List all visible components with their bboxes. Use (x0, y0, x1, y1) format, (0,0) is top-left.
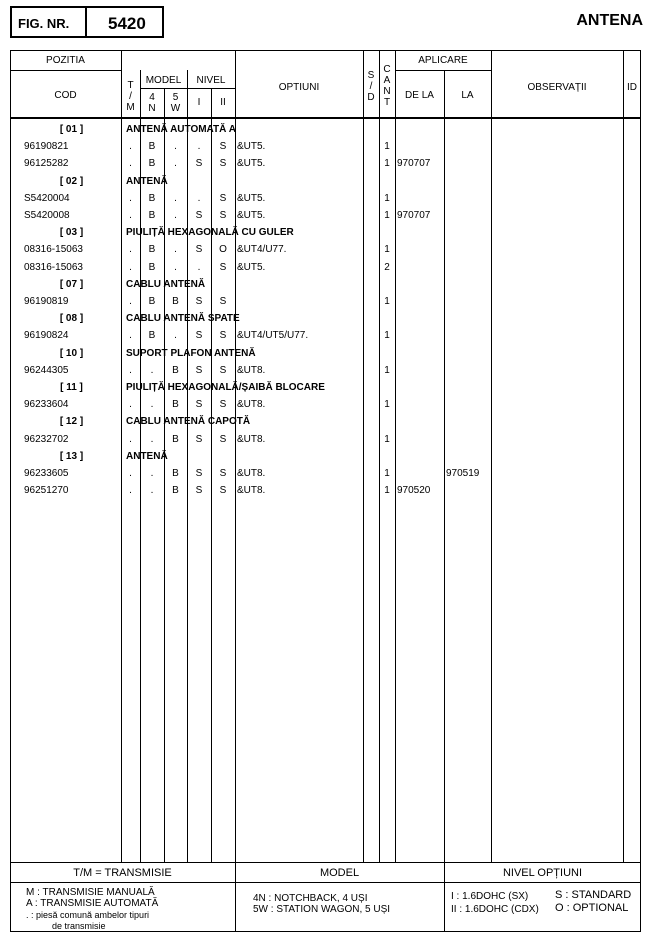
group-position: [ 12 ] (59, 416, 84, 428)
cell-model-4n: . (150, 399, 154, 411)
group-position: [ 03 ] (59, 227, 84, 239)
group-description: CABLU ANTENĂ CAPOTĂ (126, 416, 251, 428)
cell-model-4n: B (148, 261, 156, 273)
cell-nivel-ii: S (219, 210, 227, 221)
group-position: [ 07 ] (59, 278, 84, 290)
cell-model-4n: B (148, 192, 156, 204)
hdr-model: MODEL (145, 75, 182, 86)
cell-optiuni: &UT8. (237, 433, 266, 445)
cell-de-la: 970707 (397, 158, 431, 170)
cell-model-5w: . (174, 330, 177, 342)
cell-nivel-i: S (195, 330, 203, 342)
cell-tm: . (129, 261, 132, 273)
group-description: PIULIȚĂ HEXAGONALĂ CU GULER (126, 227, 294, 239)
group-description: SUPORT PLAFON ANTENĂ (126, 347, 256, 359)
cell-cant: 1 (384, 468, 390, 479)
cell-nivel-ii: S (219, 141, 227, 153)
hdr-line (10, 70, 121, 71)
fig-number: 5420 (108, 14, 146, 33)
cell-tm: . (129, 192, 132, 204)
cell-cod: 96244305 (24, 364, 69, 376)
cell-model-4n: B (148, 210, 156, 221)
col-divider (491, 50, 492, 862)
legend-tm-dot: . : piesă comună ambelor tipuri (26, 910, 150, 920)
cell-cod: 96190819 (24, 296, 69, 307)
cell-model-4n: . (150, 485, 154, 497)
legend-tm-dot-cont: de transmisie (52, 921, 106, 931)
cell-cant: 2 (384, 261, 390, 273)
hdr-optiuni: OPTIUNI (278, 82, 320, 93)
legend-tm-m: M : TRANSMISIE MANUALĂ (26, 887, 155, 898)
group-description: CABLU ANTENĂ SPATE (126, 313, 240, 325)
group-description: CABLU ANTENĂ (126, 278, 206, 290)
cell-nivel-i: S (195, 158, 203, 170)
footer-top-rule (10, 862, 641, 863)
hdr-line (140, 88, 235, 89)
cell-model-5w: B (172, 364, 179, 376)
cell-model-4n: . (150, 468, 154, 479)
cell-tm: . (129, 468, 132, 479)
cell-model-5w: B (172, 433, 179, 445)
cell-nivel-i: S (195, 433, 203, 445)
cell-nivel-i: S (195, 364, 203, 376)
cell-tm: . (129, 141, 132, 153)
cell-cant: 1 (384, 485, 390, 497)
cell-cod: 96232702 (24, 433, 69, 445)
cell-tm: . (129, 244, 132, 256)
cell-model-5w: . (174, 192, 177, 204)
footer-nivel-title: NIVEL OPȚIUNI (502, 867, 583, 879)
cell-nivel-ii: S (219, 158, 227, 170)
cell-model-5w: . (174, 158, 177, 170)
group-position: [ 13 ] (59, 450, 84, 462)
cell-cod: 96233605 (24, 468, 69, 479)
cell-model-4n: B (148, 330, 156, 342)
hdr-line (395, 70, 491, 71)
cell-cant: 1 (384, 296, 390, 307)
cell-cod: 96190821 (24, 141, 69, 153)
cell-optiuni: &UT8. (237, 485, 266, 497)
hdr-sd: S / D (367, 70, 375, 103)
cell-nivel-i: S (195, 244, 203, 256)
cell-nivel-ii: S (219, 433, 227, 445)
cell-model-5w: . (174, 141, 177, 153)
cell-cod: 96233604 (24, 399, 69, 411)
col-divider (187, 70, 188, 862)
cell-nivel-i: . (197, 261, 201, 273)
cell-optiuni: &UT5. (237, 192, 266, 204)
footer-tm-title: T/M = TRANSMISIE (73, 867, 172, 879)
hdr-observatii: OBSERVAȚII (527, 82, 587, 93)
cell-nivel-i: S (195, 468, 203, 479)
legend-nivel-i: I : 1.6DOHC (SX) (451, 891, 529, 902)
cell-model-5w: . (174, 210, 177, 221)
cell-cod: 96190824 (24, 330, 69, 342)
hdr-cod: COD (54, 90, 77, 101)
group-description: PIULIȚĂ HEXAGONALĂ/ȘAIBĂ BLOCARE (126, 382, 325, 393)
group-position: [ 11 ] (60, 382, 83, 393)
legend-tm-a: A : TRANSMISIE AUTOMATĂ (26, 898, 159, 909)
cell-cant: 1 (384, 192, 390, 204)
cell-cant: 1 (384, 244, 390, 256)
cell-nivel-ii: S (219, 485, 227, 497)
group-position: [ 02 ] (59, 175, 84, 187)
cell-optiuni: &UT8. (237, 364, 266, 376)
col-divider (235, 50, 236, 862)
group-description: ANTENĂ AUTOMATĂ A (126, 124, 236, 135)
cell-model-4n: B (148, 158, 156, 170)
cell-model-4n: . (150, 433, 154, 445)
cell-model-4n: . (150, 364, 154, 376)
cell-nivel-i: S (195, 399, 203, 411)
cell-tm: . (129, 296, 132, 307)
legend-model-5w: 5W : STATION WAGON, 5 UȘI (253, 904, 391, 915)
col-divider (140, 70, 141, 862)
cell-model-5w: B (172, 399, 179, 411)
hdr-id: ID (627, 82, 637, 93)
col-divider (379, 50, 380, 862)
cell-nivel-i: . (197, 141, 201, 153)
footer-title-rule (10, 882, 641, 883)
cell-optiuni: &UT8. (237, 399, 266, 411)
col-divider (623, 50, 624, 862)
page-title: ANTENA (576, 12, 643, 29)
cell-cant: 1 (384, 158, 390, 170)
cell-de-la: 970707 (397, 210, 431, 221)
cell-model-5w: B (172, 485, 179, 497)
cell-optiuni: &UT5. (237, 141, 266, 153)
hdr-nivel-i: I (197, 97, 201, 108)
cell-cod: S5420008 (24, 210, 70, 221)
cell-nivel-i: S (195, 485, 203, 497)
cell-optiuni: &UT5. (237, 210, 266, 221)
cell-cod: 96125282 (24, 158, 69, 170)
col-divider (444, 70, 445, 862)
group-position: [ 08 ] (59, 313, 84, 325)
cell-nivel-ii: S (219, 192, 227, 204)
group-description: ANTENĂ (126, 175, 168, 187)
cell-nivel-ii: S (219, 399, 227, 411)
cell-nivel-i: S (195, 210, 203, 221)
cell-tm: . (129, 158, 132, 170)
group-description: ANTENĂ (126, 450, 168, 462)
cell-nivel-i: . (197, 192, 201, 204)
cell-optiuni: &UT5. (237, 261, 266, 273)
legend-model-4n: 4N : NOTCHBACK, 4 UȘI (253, 893, 368, 904)
cell-de-la: 970520 (397, 485, 431, 497)
cell-optiuni: &UT8. (237, 468, 266, 479)
cell-nivel-ii: S (219, 296, 227, 307)
hdr-model-5w: 5 W (170, 92, 181, 114)
cell-nivel-ii: S (219, 261, 227, 273)
cell-optiuni: &UT4/UT5/U77. (237, 330, 309, 342)
legend-nivel-s: S : STANDARD (555, 889, 632, 901)
cell-cod: 96251270 (24, 485, 69, 497)
cell-cant: 1 (384, 330, 390, 342)
hdr-de-la: DE LA (405, 90, 434, 101)
hdr-nivel: NIVEL (196, 75, 226, 86)
cell-nivel-ii: S (219, 364, 227, 376)
fig-header-box (10, 6, 164, 38)
cell-tm: . (129, 433, 132, 445)
hdr-la: LA (461, 90, 474, 101)
cell-model-5w: B (172, 468, 179, 479)
hdr-cant: C A N T (383, 64, 391, 108)
cell-optiuni: &UT4/U77. (237, 244, 287, 256)
legend-nivel-o: O : OPTIONAL (555, 902, 629, 914)
cell-model-4n: B (148, 296, 156, 307)
col-divider (363, 50, 364, 862)
fig-label: FIG. NR. (18, 16, 70, 31)
group-position: [ 01 ] (59, 124, 84, 135)
hdr-model-4n: 4 N (148, 92, 156, 114)
cell-tm: . (129, 399, 132, 411)
cell-cant: 1 (384, 399, 390, 411)
cell-cant: 1 (384, 364, 390, 376)
hdr-nivel-ii: II (220, 97, 226, 108)
footer-model-title: MODEL (319, 867, 360, 879)
cell-model-5w: . (174, 244, 177, 256)
cell-cod: 08316-15063 (24, 244, 83, 256)
cell-nivel-i: S (195, 296, 203, 307)
cell-cant: 1 (384, 141, 390, 153)
hdr-tm: T / M (126, 80, 135, 113)
cell-la: 970519 (446, 468, 480, 479)
cell-cant: 1 (384, 433, 390, 445)
hdr-aplicare: APLICARE (418, 55, 468, 66)
cell-tm: . (129, 210, 132, 221)
cell-cod: S5420004 (24, 192, 70, 204)
cell-model-5w: . (174, 261, 177, 273)
fig-divider (85, 8, 87, 36)
col-divider (121, 50, 122, 862)
hdr-pozitia: POZITIA (46, 55, 85, 66)
cell-tm: . (129, 364, 132, 376)
cell-cant: 1 (384, 210, 390, 221)
cell-nivel-ii: O (219, 244, 227, 256)
col-divider (395, 50, 396, 862)
group-position: [ 10 ] (59, 347, 84, 359)
cell-optiuni: &UT5. (237, 158, 266, 170)
cell-cod: 08316-15063 (24, 261, 83, 273)
cell-nivel-ii: S (219, 468, 227, 479)
header-bottom-rule (10, 117, 641, 119)
cell-nivel-ii: S (219, 330, 227, 342)
legend-nivel-ii: II : 1.6DOHC (CDX) (451, 904, 539, 915)
cell-model-5w: B (172, 296, 179, 307)
cell-tm: . (129, 330, 132, 342)
cell-model-4n: B (148, 244, 156, 256)
cell-model-4n: B (148, 141, 156, 153)
cell-tm: . (129, 485, 132, 497)
